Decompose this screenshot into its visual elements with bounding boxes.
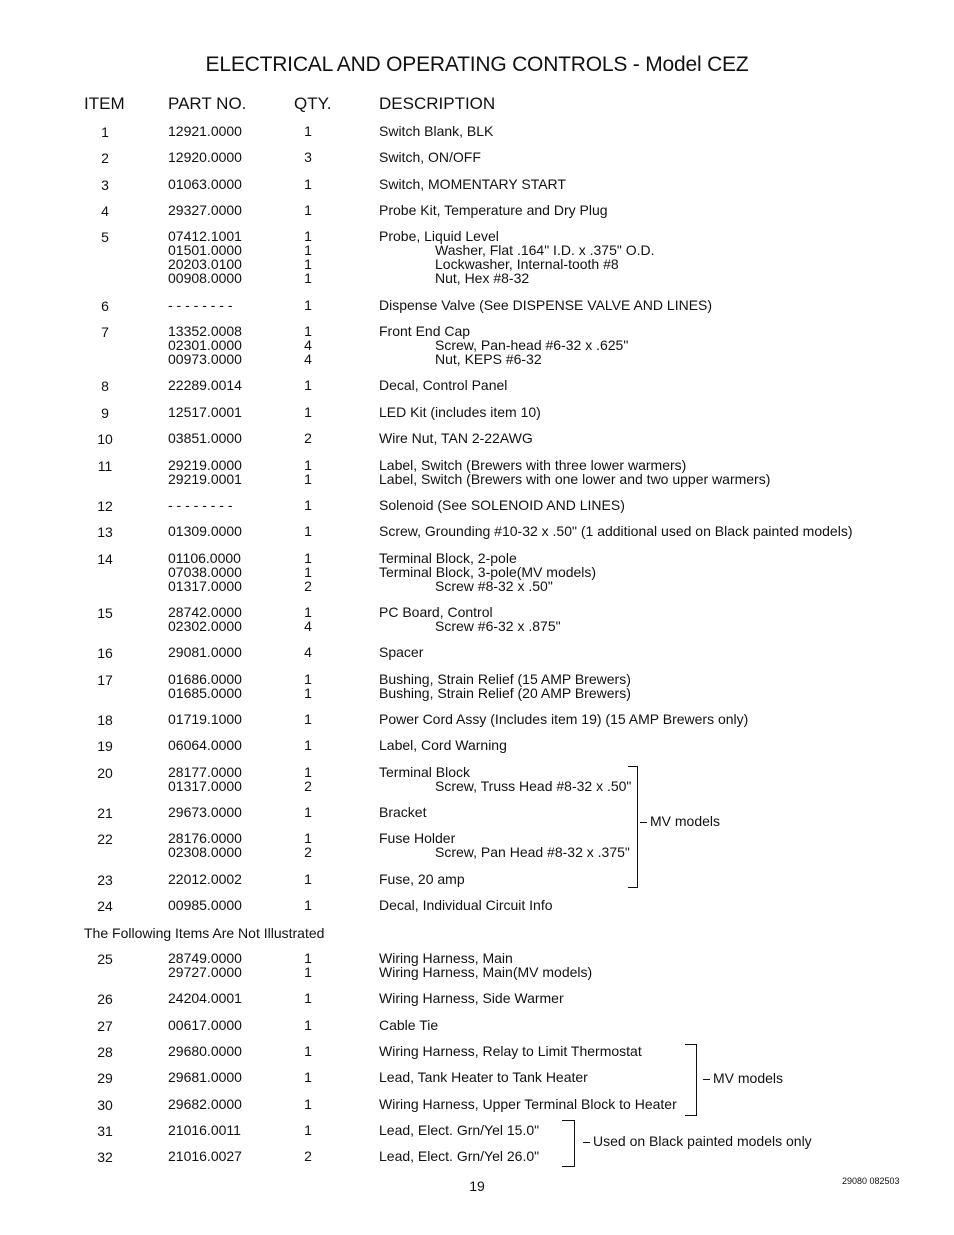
part-number: 03851.0000 (168, 430, 242, 446)
description: Wiring Harness, Main (379, 950, 513, 966)
description: Switch, MOMENTARY START (379, 176, 566, 192)
part-number-cell (168, 765, 242, 793)
part-number-cell (168, 1018, 242, 1032)
item-number: 3 (101, 177, 109, 193)
description: LED Kit (includes item 10) (379, 404, 541, 420)
quantity: 4 (304, 351, 312, 367)
quantity: 1 (304, 256, 312, 272)
item-number: 9 (101, 405, 109, 421)
mv-models-bracket (628, 766, 638, 888)
item-number: 30 (97, 1097, 113, 1113)
quantity: 2 (304, 578, 312, 594)
part-number: 13352.0008 (168, 323, 242, 339)
quantity: 1 (304, 830, 312, 846)
quantity: 1 (304, 990, 312, 1006)
description: Fuse Holder (379, 830, 456, 846)
item-number: 19 (97, 738, 113, 754)
description: Bracket (379, 804, 427, 820)
description-cell (379, 1149, 539, 1163)
quantity-cell (298, 645, 318, 659)
description: Wiring Harness, Side Warmer (379, 990, 564, 1006)
quantity-cell (298, 298, 318, 312)
quantity: 1 (304, 270, 312, 286)
quantity-cell (298, 378, 318, 392)
quantity: 4 (304, 644, 312, 660)
part-number: 29727.0000 (168, 964, 242, 980)
part-number-cell (168, 805, 242, 819)
description: Dispense Valve (See DISPENSE VALVE AND LINES) (379, 297, 713, 313)
part-number-cell (168, 551, 242, 593)
item-number: 10 (97, 431, 113, 447)
description: Screw, Truss Head #8-32 x .50" (435, 778, 632, 794)
part-number: 21016.0011 (168, 1122, 241, 1138)
description: Cable Tie (379, 1017, 439, 1033)
quantity-cell (298, 738, 318, 752)
description-cell (379, 458, 770, 486)
item-number: 22 (97, 831, 113, 847)
quantity: 2 (304, 430, 312, 446)
part-number: 02302.0000 (168, 618, 242, 634)
part-number: 07038.0000 (168, 564, 242, 580)
part-number: 12921.0000 (168, 123, 242, 139)
quantity: 1 (304, 404, 312, 420)
quantity: 1 (304, 323, 312, 339)
description-cell (379, 672, 631, 700)
quantity: 2 (304, 844, 312, 860)
part-number: 29673.0000 (168, 804, 242, 820)
description: Screw #8-32 x .50" (435, 578, 553, 594)
quantity: 4 (304, 618, 312, 634)
description-cell (379, 177, 566, 191)
part-number: 01686.0000 (168, 671, 242, 687)
part-number: 01309.0000 (168, 523, 242, 539)
item-number: 1 (101, 124, 109, 140)
description-cell (379, 831, 630, 859)
quantity: 1 (304, 964, 312, 980)
description: Bushing, Strain Relief (15 AMP Brewers) (379, 671, 631, 687)
part-number-cell (168, 378, 242, 392)
part-number: 06064.0000 (168, 737, 242, 753)
description-cell (379, 1070, 588, 1084)
description: Nut, Hex #8-32 (435, 270, 530, 286)
quantity: 1 (304, 123, 312, 139)
description-cell (379, 605, 561, 633)
part-number-cell (168, 177, 242, 191)
quantity-cell (298, 991, 318, 1005)
quantity-cell (298, 1044, 318, 1058)
description: Decal, Individual Circuit Info (379, 897, 553, 913)
item-number: 14 (97, 551, 113, 567)
part-number-cell (168, 1123, 241, 1137)
description: Washer, Flat .164" I.D. x .375" O.D. (435, 242, 655, 258)
part-number: 01317.0000 (168, 578, 242, 594)
description: Screw, Grounding #10-32 x .50" (1 additional used on Black painted models) (379, 523, 853, 539)
item-number: 32 (97, 1149, 113, 1165)
description-cell (379, 551, 596, 593)
part-number-cell (168, 951, 242, 979)
description: Lead, Elect. Grn/Yel 26.0" (379, 1148, 540, 1164)
item-number: 31 (97, 1123, 113, 1139)
item-number: 28 (97, 1044, 113, 1060)
part-number: 24204.0001 (168, 990, 242, 1006)
description: Terminal Block, 3-pole(MV models) (379, 564, 597, 580)
page-title: ELECTRICAL AND OPERATING CONTROLS - Model CEZ (205, 53, 749, 76)
part-number-cell (168, 1044, 242, 1058)
part-number-cell (168, 498, 233, 512)
part-number: - - - - - - - - (168, 297, 233, 313)
part-number: 00985.0000 (168, 897, 242, 913)
part-number: 02308.0000 (168, 844, 242, 860)
description-cell (379, 645, 423, 659)
description-cell (379, 1097, 677, 1111)
description: Power Cord Assy (Includes item 19) (15 AMP Brewers only) (379, 711, 749, 727)
quantity: 1 (304, 950, 312, 966)
quantity: 1 (304, 897, 312, 913)
part-number-cell (168, 712, 242, 726)
item-number: 8 (101, 378, 109, 394)
quantity: 1 (304, 1122, 312, 1138)
quantity: 1 (304, 176, 312, 192)
quantity-cell (298, 177, 318, 191)
item-number: 17 (97, 672, 113, 688)
item-number: 15 (97, 605, 113, 621)
quantity-cell (298, 831, 318, 859)
part-number: 12517.0001 (168, 404, 242, 420)
column-header-qty: QTY. (294, 94, 332, 113)
page-number: 19 (469, 1178, 485, 1194)
part-number-cell (168, 831, 242, 859)
description-cell (379, 498, 625, 512)
item-number: 26 (97, 991, 113, 1007)
mv-models-bracket-2 (685, 1044, 697, 1116)
description-cell (379, 991, 564, 1005)
item-number: 2 (101, 150, 109, 166)
quantity: 1 (304, 737, 312, 753)
description: Nut, KEPS #6-32 (435, 351, 542, 367)
description-cell (379, 898, 553, 912)
part-number: 00908.0000 (168, 270, 242, 286)
part-number-cell (168, 605, 242, 633)
description-cell (379, 1044, 642, 1058)
description: Switch Blank, BLK (379, 123, 494, 139)
quantity-cell (298, 1018, 318, 1032)
part-number: 28742.0000 (168, 604, 242, 620)
description: Terminal Block (379, 764, 471, 780)
item-number: 29 (97, 1070, 113, 1086)
part-number: 29081.0000 (168, 644, 242, 660)
part-number-cell (168, 405, 242, 419)
part-number: 29681.0000 (168, 1069, 242, 1085)
description: Wiring Harness, Relay to Limit Thermostat (379, 1043, 642, 1059)
item-number: 6 (101, 298, 109, 314)
part-number: 21016.0027 (168, 1148, 242, 1164)
description: Solenoid (See SOLENOID AND LINES) (379, 497, 625, 513)
column-header-part-no: PART NO. (168, 94, 247, 113)
quantity-cell (298, 150, 318, 164)
part-number: 01719.1000 (168, 711, 242, 727)
quantity: 1 (304, 1069, 312, 1085)
quantity-cell (298, 1149, 318, 1163)
mv-models-label-2: MV models (713, 1070, 784, 1086)
item-number: 25 (97, 951, 113, 967)
part-number: 20203.0100 (168, 256, 242, 272)
part-number-cell (168, 738, 242, 752)
part-number-cell (168, 229, 242, 285)
quantity: 1 (304, 671, 312, 687)
part-number-cell (168, 672, 242, 700)
description: Lead, Elect. Grn/Yel 15.0" (379, 1122, 540, 1138)
quantity-cell (298, 765, 318, 793)
description: Wire Nut, TAN 2-22AWG (379, 430, 533, 446)
part-number: 29682.0000 (168, 1096, 242, 1112)
part-number: 00617.0000 (168, 1017, 242, 1033)
column-header-item: ITEM (84, 94, 125, 113)
description: Screw, Pan-head #6-32 x .625" (435, 337, 629, 353)
description: PC Board, Control (379, 604, 493, 620)
description-cell (379, 124, 493, 138)
part-number-cell (168, 124, 242, 138)
quantity-cell (298, 431, 318, 445)
quantity: 1 (304, 471, 312, 487)
part-number-cell (168, 1149, 242, 1163)
description-cell (379, 805, 426, 819)
quantity: 1 (304, 764, 312, 780)
description: Lockwasher, Internal-tooth #8 (435, 256, 619, 272)
description: Probe Kit, Temperature and Dry Plug (379, 202, 608, 218)
black-painted-bracket (562, 1120, 575, 1167)
description-cell (379, 1018, 438, 1032)
item-number: 4 (101, 203, 109, 219)
quantity: 4 (304, 337, 312, 353)
quantity-cell (298, 951, 318, 979)
item-number: 7 (101, 324, 109, 340)
part-number: 29219.0001 (168, 471, 242, 487)
part-number: 00973.0000 (168, 351, 242, 367)
quantity-cell (298, 1097, 318, 1111)
quantity-cell (298, 458, 318, 486)
quantity: 1 (304, 228, 312, 244)
part-number-cell (168, 991, 242, 1005)
item-number: 18 (97, 712, 113, 728)
part-number-cell (168, 524, 242, 538)
description-cell (379, 405, 541, 419)
column-header-description: DESCRIPTION (379, 94, 496, 113)
quantity: 1 (304, 871, 312, 887)
quantity-cell (298, 805, 318, 819)
description: Label, Switch (Brewers with three lower warmers) (379, 457, 687, 473)
description-cell (379, 298, 712, 312)
description-cell (379, 765, 631, 793)
quantity: 1 (304, 297, 312, 313)
description: Fuse, 20 amp (379, 871, 465, 887)
quantity: 1 (304, 497, 312, 513)
part-number-cell (168, 872, 242, 886)
part-number: 01106.0000 (168, 550, 241, 566)
quantity: 1 (304, 1043, 312, 1059)
part-number: 01063.0000 (168, 176, 242, 192)
description-cell (379, 951, 592, 979)
document-code: 29080 082503 (842, 1176, 900, 1186)
quantity: 1 (304, 242, 312, 258)
description-cell (379, 1123, 539, 1137)
item-number: 20 (97, 765, 113, 781)
quantity-cell (298, 672, 318, 700)
description-cell (379, 738, 507, 752)
part-number-cell (168, 898, 242, 912)
description-cell (379, 524, 852, 538)
item-number: 12 (97, 498, 113, 514)
item-number: 16 (97, 645, 113, 661)
part-number: 01685.0000 (168, 685, 242, 701)
part-number: 01317.0000 (168, 778, 242, 794)
description: Wiring Harness, Upper Terminal Block to Heater (379, 1096, 677, 1112)
quantity: 1 (304, 523, 312, 539)
part-number: 29219.0000 (168, 457, 242, 473)
description: Label, Cord Warning (379, 737, 507, 753)
part-number: 12920.0000 (168, 149, 242, 165)
item-number: 27 (97, 1018, 113, 1034)
quantity-cell (298, 229, 318, 285)
description-cell (379, 712, 748, 726)
description-cell (379, 431, 533, 445)
quantity-cell (298, 712, 318, 726)
description: Front End Cap (379, 323, 471, 339)
black-painted-label: Used on Black painted models only (593, 1133, 812, 1149)
description: Label, Switch (Brewers with one lower and two upper warmers) (379, 471, 771, 487)
description-cell (379, 324, 628, 366)
description-cell (379, 378, 507, 392)
description: Probe, Liquid Level (379, 228, 499, 244)
quantity: 1 (304, 550, 312, 566)
description-cell (379, 150, 481, 164)
part-number: 29680.0000 (168, 1043, 242, 1059)
quantity-cell (298, 498, 318, 512)
description: Spacer (379, 644, 424, 660)
item-number: 11 (97, 458, 113, 474)
quantity-cell (298, 898, 318, 912)
part-number: - - - - - - - - (168, 497, 233, 513)
part-number-cell (168, 1097, 242, 1111)
part-number-cell (168, 298, 233, 312)
part-number: 07412.1001 (168, 228, 242, 244)
quantity: 1 (304, 804, 312, 820)
part-number: 28177.0000 (168, 764, 242, 780)
description-cell (379, 872, 465, 886)
description: Screw, Pan Head #8-32 x .375" (435, 844, 630, 860)
not-illustrated-note: The Following Items Are Not Illustrated (84, 925, 325, 941)
quantity-cell (298, 324, 318, 366)
quantity-cell (298, 405, 318, 419)
quantity-cell (298, 203, 318, 217)
part-number: 29327.0000 (168, 202, 242, 218)
description: Wiring Harness, Main(MV models) (379, 964, 593, 980)
quantity: 1 (304, 1096, 312, 1112)
part-number-cell (168, 458, 242, 486)
mv-models-label: MV models (650, 813, 721, 829)
quantity-cell (298, 1070, 318, 1084)
quantity-cell (298, 1123, 318, 1137)
item-number: 13 (97, 524, 113, 540)
quantity: 1 (304, 377, 312, 393)
quantity: 1 (304, 711, 312, 727)
description: Switch, ON/OFF (379, 149, 481, 165)
description: Bushing, Strain Relief (20 AMP Brewers) (379, 685, 631, 701)
quantity-cell (298, 551, 318, 593)
quantity: 2 (304, 1148, 312, 1164)
quantity-cell (298, 524, 318, 538)
part-number-cell (168, 150, 242, 164)
item-number: 5 (101, 229, 109, 245)
item-number: 21 (97, 805, 113, 821)
quantity: 1 (304, 685, 312, 701)
quantity: 2 (304, 778, 312, 794)
quantity: 1 (304, 1017, 312, 1033)
part-number: 28749.0000 (168, 950, 242, 966)
part-number: 01501.0000 (168, 242, 242, 258)
description-cell (379, 229, 655, 285)
part-number-cell (168, 1070, 242, 1084)
description: Lead, Tank Heater to Tank Heater (379, 1069, 588, 1085)
part-number-cell (168, 645, 242, 659)
part-number-cell (168, 203, 242, 217)
quantity: 1 (304, 457, 312, 473)
part-number-cell (168, 324, 242, 366)
quantity-cell (298, 872, 318, 886)
part-number: 22289.0014 (168, 377, 242, 393)
part-number: 02301.0000 (168, 337, 242, 353)
quantity: 1 (304, 202, 312, 218)
quantity: 1 (304, 604, 312, 620)
description: Terminal Block, 2-pole (379, 550, 517, 566)
description-cell (379, 203, 608, 217)
quantity: 3 (304, 149, 312, 165)
item-number: 23 (97, 872, 113, 888)
quantity-cell (298, 605, 318, 633)
quantity: 1 (304, 564, 312, 580)
part-number: 28176.0000 (168, 830, 242, 846)
quantity-cell (298, 124, 318, 138)
part-number: 22012.0002 (168, 871, 242, 887)
description: Decal, Control Panel (379, 377, 508, 393)
item-number: 24 (97, 898, 113, 914)
part-number-cell (168, 431, 242, 445)
description: Screw #6-32 x .875" (435, 618, 561, 634)
